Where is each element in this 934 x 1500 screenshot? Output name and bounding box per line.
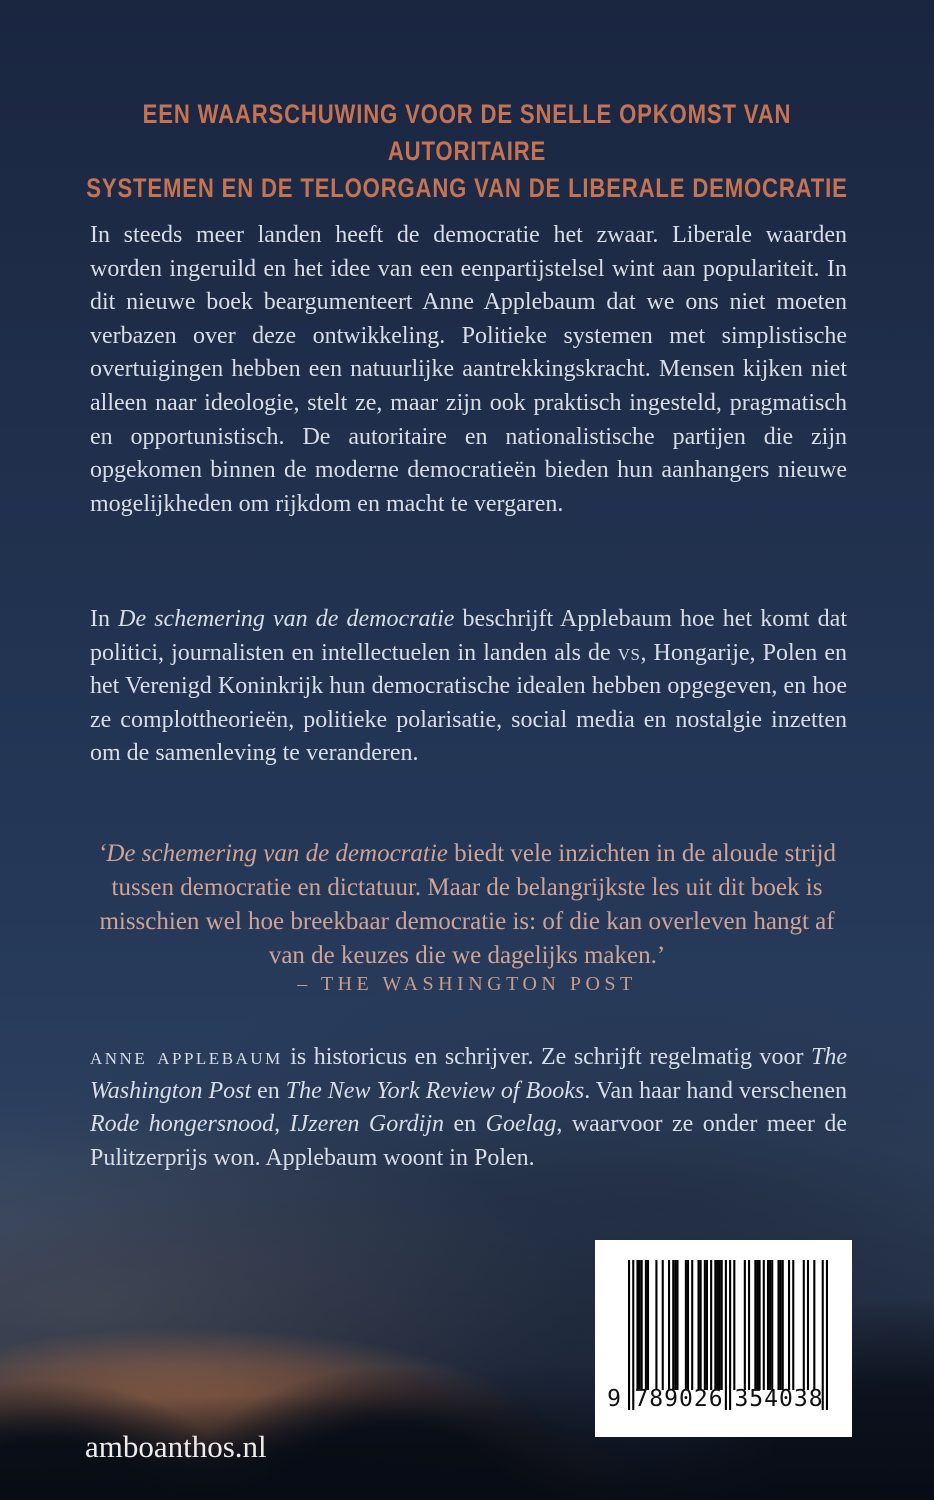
publication-title-italic: The Washington Post [90, 1044, 847, 1104]
author-bio [90, 1041, 847, 1175]
barcode-digits-right: 354038 [734, 1386, 824, 1412]
tagline-line-2: SYSTEMEN EN DE TELOORGANG VAN DE LIBERALE DEMOCRATIE [86, 173, 848, 203]
tagline [84, 96, 850, 207]
book-title-italic: De schemering van de democratie [118, 606, 455, 632]
isbn-barcode [595, 1240, 852, 1437]
review-quote [80, 837, 854, 973]
book-title-italic: IJzeren Gordijn [289, 1111, 445, 1138]
book-title-italic: Goelag [485, 1111, 557, 1138]
author-name-smallcaps: anne applebaum [90, 1044, 283, 1070]
bio-text: , [274, 1111, 290, 1138]
tagline-line-1: EEN WAARSCHUWING VOOR DE SNELLE OPKOMST VAN AUTORITAIRE [142, 99, 792, 166]
bio-text: , waarvoor ze onder meer de Pulitzerprijs won. Applebaum woont in Polen. [90, 1111, 848, 1171]
book-title-italic: Rode hongersnood [90, 1111, 275, 1138]
bio-text: en [251, 1077, 286, 1104]
bio-text: . Van haar hand verschenen [584, 1077, 847, 1104]
p2-text: In [90, 606, 119, 632]
barcode-digits-left: 789026 [634, 1386, 724, 1412]
barcode-digit-system: 9 [607, 1386, 621, 1412]
p2-text: , Hongarije, Polen en het Verenigd Koninkrijk hun democratische idealen hebben opgegeven, en hoe ze complottheorieën, politieke polarisatie, social media en nostalgie inzetten om de samenleving te veranderen. [90, 639, 847, 767]
p2-text: beschrijft Applebaum hoe het komt dat politici, journalisten en intellectuelen in landen als de [90, 606, 847, 666]
publication-title-italic: The New York Review of Books [285, 1077, 585, 1104]
bio-text: en [444, 1111, 486, 1138]
bio-text: is historicus en schrijver. Ze schrijft regelmatig voor [282, 1044, 811, 1070]
synopsis-paragraph-2 [90, 603, 847, 771]
publisher-url: amboanthos.nl [85, 1429, 267, 1464]
synopsis-paragraph-1: In steeds meer landen heeft de democratie het zwaar. Liberale waarden worden ingeruild en het idee van een eenpartijstelsel wint aan populariteit. In dit nieuwe boek beargumenteert Anne Applebaum dat we ons niet moeten verbazen over deze ontwikkeling. Politieke systemen met simplistische overtuigingen hebben een natuurlijke aantrekkingskracht. Mensen kijken niet alleen naar ideologie, stelt ze, maar zijn ook praktisch ingesteld, pragmatisch en opportunistisch. De autoritaire en nationalistische partijen die zijn opgekomen binnen de moderne democratieën bieden hun aanhangers nieuwe mogelijkheden om rijkdom en macht te vergaren. [90, 222, 847, 517]
quote-attribution: – THE WASHINGTON POST [297, 973, 637, 995]
quote-book-title-italic: ‘De schemering van de democratie [98, 840, 448, 867]
quote-text: biedt vele inzichten in de aloude strijd tussen democratie en dictatuur. Maar de belangrijkste les uit dit boek is misschien wel hoe breekbaar democratie is: of die kan overleven hangt af van de keuzes die we dagelijks maken.’ [99, 840, 836, 969]
p2-smallcaps-vs: vs [617, 639, 641, 666]
